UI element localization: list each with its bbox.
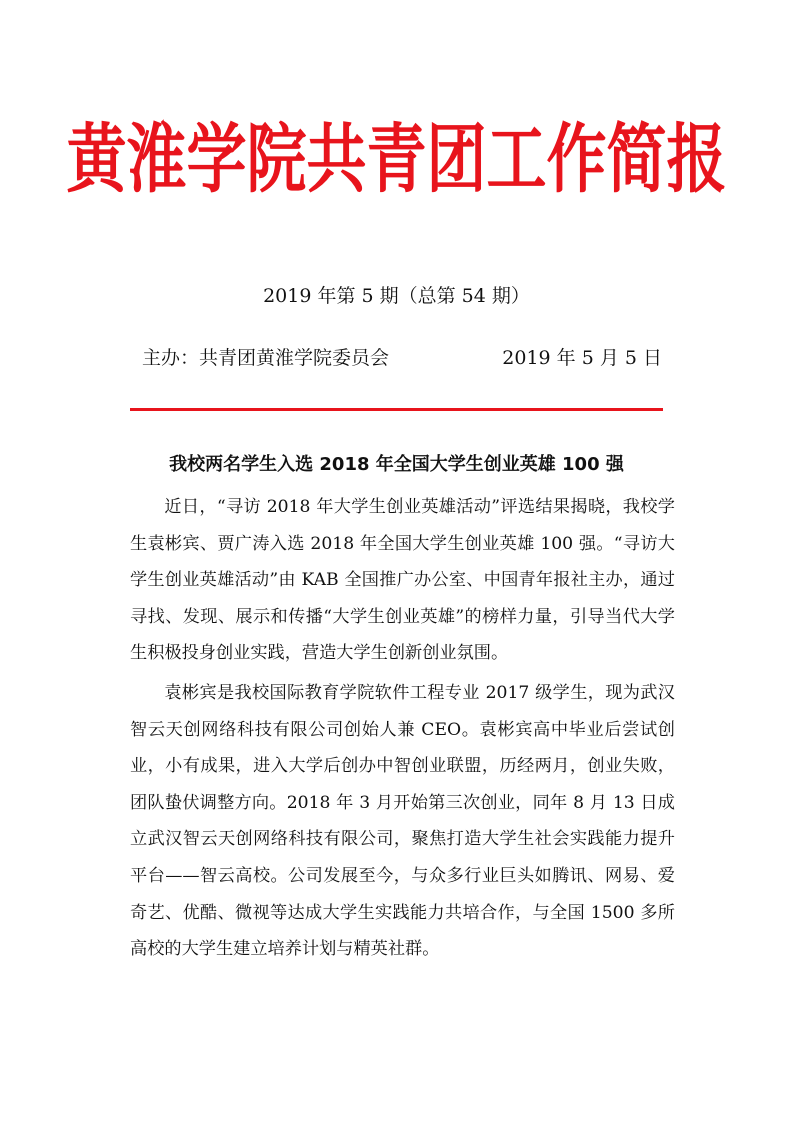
masthead-title: 黄淮学院共青团工作简报: [66, 116, 727, 204]
article-body: [130, 489, 675, 968]
article-paragraph: 近日，“寻访 2018 年大学生创业英雄活动”评选结果揭晓，我校学生袁彬宾、贾广涛入选 2018 年全国大学生创业英雄 100 强。“寻访大学生创业英雄活动”由 KAB 全国推广办公室、中国青年报社主办，通过寻找、发现、展示和传播“大学生创业英雄”的榜样力量，引导当代大学生积极投身创业实践，营造大学生创新创业氛围。: [130, 497, 675, 664]
sponsor-row: [142, 343, 662, 373]
sponsor-label: 主办：共青团黄淮学院委员会: [142, 347, 390, 369]
article-headline: 我校两名学生入选 2018 年全国大学生创业英雄 100 强: [169, 454, 624, 475]
article-paragraph: 袁彬宾是我校国际教育学院软件工程专业 2017 级学生，现为武汉智云天创网络科技有限公司创始人兼 CEO。袁彬宾高中毕业后尝试创业，小有成果，进入大学后创办中智创业联盟，历经两月，创业失败，团队蛰伏调整方向。2018 年 3 月开始第三次创业，同年 8 月 13 日成立武汉智云天创网络科技有限公司，聚焦打造大学生社会实践能力提升平台——智云高校。公司发展至今，与众多行业巨头如腾讯、网易、爱奇艺、优酷、微视等达成大学生实践能力共培合作，与全国 1500 多所高校的大学生建立培养计划与精英社群。: [130, 682, 675, 960]
publish-date: 2019 年 5 月 5 日: [502, 347, 662, 369]
red-divider: [130, 408, 663, 411]
issue-number: 2019 年第 5 期（总第 54 期）: [263, 285, 530, 307]
